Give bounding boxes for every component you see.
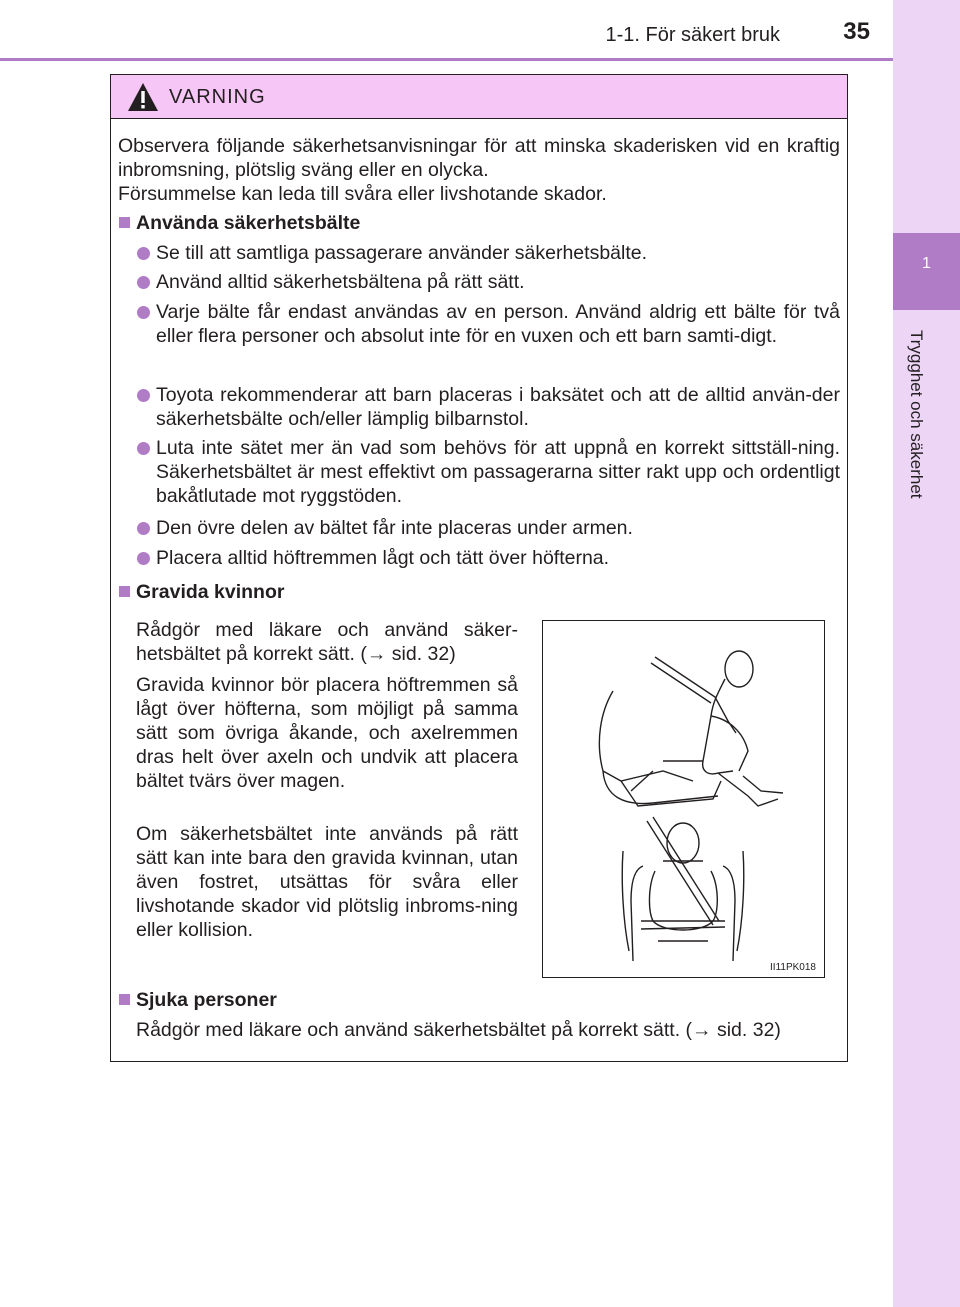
bullet-marker bbox=[137, 522, 150, 535]
chapter-side-tab bbox=[893, 0, 960, 1307]
section-heading: Sjuka personer bbox=[136, 989, 277, 1011]
list-item: Den övre delen av bältet får inte placeras under armen. bbox=[156, 517, 633, 539]
bullet-marker bbox=[137, 389, 150, 402]
section-heading: Använda säkerhetsbälte bbox=[136, 212, 361, 234]
bullet-marker bbox=[137, 552, 150, 565]
bullet-marker bbox=[137, 442, 150, 455]
bullet-marker bbox=[137, 276, 150, 289]
section-marker bbox=[119, 994, 130, 1005]
warning-header bbox=[111, 75, 847, 119]
page-number: 35 bbox=[843, 18, 870, 45]
warning-intro: Observera följande säkerhetsanvisningar för att minska skaderisken vid en kraftig inbromsning, plötslig sväng eller en olycka. bbox=[118, 135, 840, 181]
chapter-title: Trygghet och säkerhet bbox=[907, 330, 926, 499]
paragraph: Om säkerhetsbältet inte används på rätt sätt kan inte bara den gravida kvinnan, utan även fostret, utsättas för svåra eller livshotande skador vid plötslig inbroms-ning eller kollision. bbox=[136, 823, 518, 941]
warning-title: VARNING bbox=[169, 86, 266, 108]
list-item: Toyota rekommenderar att barn placeras i baksätet och att de alltid använ-der säkerhetsbälte och/eller lämplig bilbarnstol. bbox=[156, 384, 840, 430]
seatbelt-illustration bbox=[542, 620, 825, 978]
header-divider bbox=[0, 58, 893, 61]
paragraph: Gravida kvinnor bör placera höftremmen så lågt över höfterna, som möjligt på samma sätt som övriga åkande, och axelremmen dras helt över axeln och undvik att placera bältet tvärs över magen. bbox=[136, 674, 518, 792]
bullet-marker bbox=[137, 247, 150, 260]
figure-code: II11PK018 bbox=[770, 962, 816, 973]
pregnant-woman-seatbelt-drawing bbox=[543, 621, 824, 961]
section-marker bbox=[119, 217, 130, 228]
bullet-marker bbox=[137, 306, 150, 319]
list-item: Placera alltid höftremmen lågt och tätt över höfterna. bbox=[156, 547, 610, 569]
warning-triangle-icon bbox=[127, 82, 159, 112]
paragraph: Rådgör med läkare och använd säkerhetsbältet på korrekt sätt. (→ sid. 32) bbox=[136, 1019, 781, 1041]
list-item: Använd alltid säkerhetsbältena på rätt sätt. bbox=[156, 271, 525, 293]
paragraph: Rådgör med läkare och använd säker-hetsbältet på korrekt sätt. (→ sid. 32) bbox=[136, 619, 518, 665]
chapter-number: 1 bbox=[922, 255, 931, 272]
section-title: 1-1. För säkert bruk bbox=[605, 24, 780, 46]
warning-intro-consequence: Försummelse kan leda till svåra eller livshotande skador. bbox=[118, 183, 607, 205]
section-heading: Gravida kvinnor bbox=[136, 581, 285, 603]
list-item: Luta inte sätet mer än vad som behövs för att uppnå en korrekt sittställ-ning. Säkerhetsbältet är mest effektivt om passagerarna sitter rakt upp och ordentligt bakåtlutade mot ryggstöden. bbox=[156, 437, 840, 507]
list-item: Varje bälte får endast användas av en person. Använd aldrig ett bälte för två eller flera personer och absolut inte för en vuxen och ett barn samti-digt. bbox=[156, 301, 840, 347]
section-marker bbox=[119, 586, 130, 597]
list-item: Se till att samtliga passagerare använder säkerhetsbälte. bbox=[156, 242, 648, 264]
